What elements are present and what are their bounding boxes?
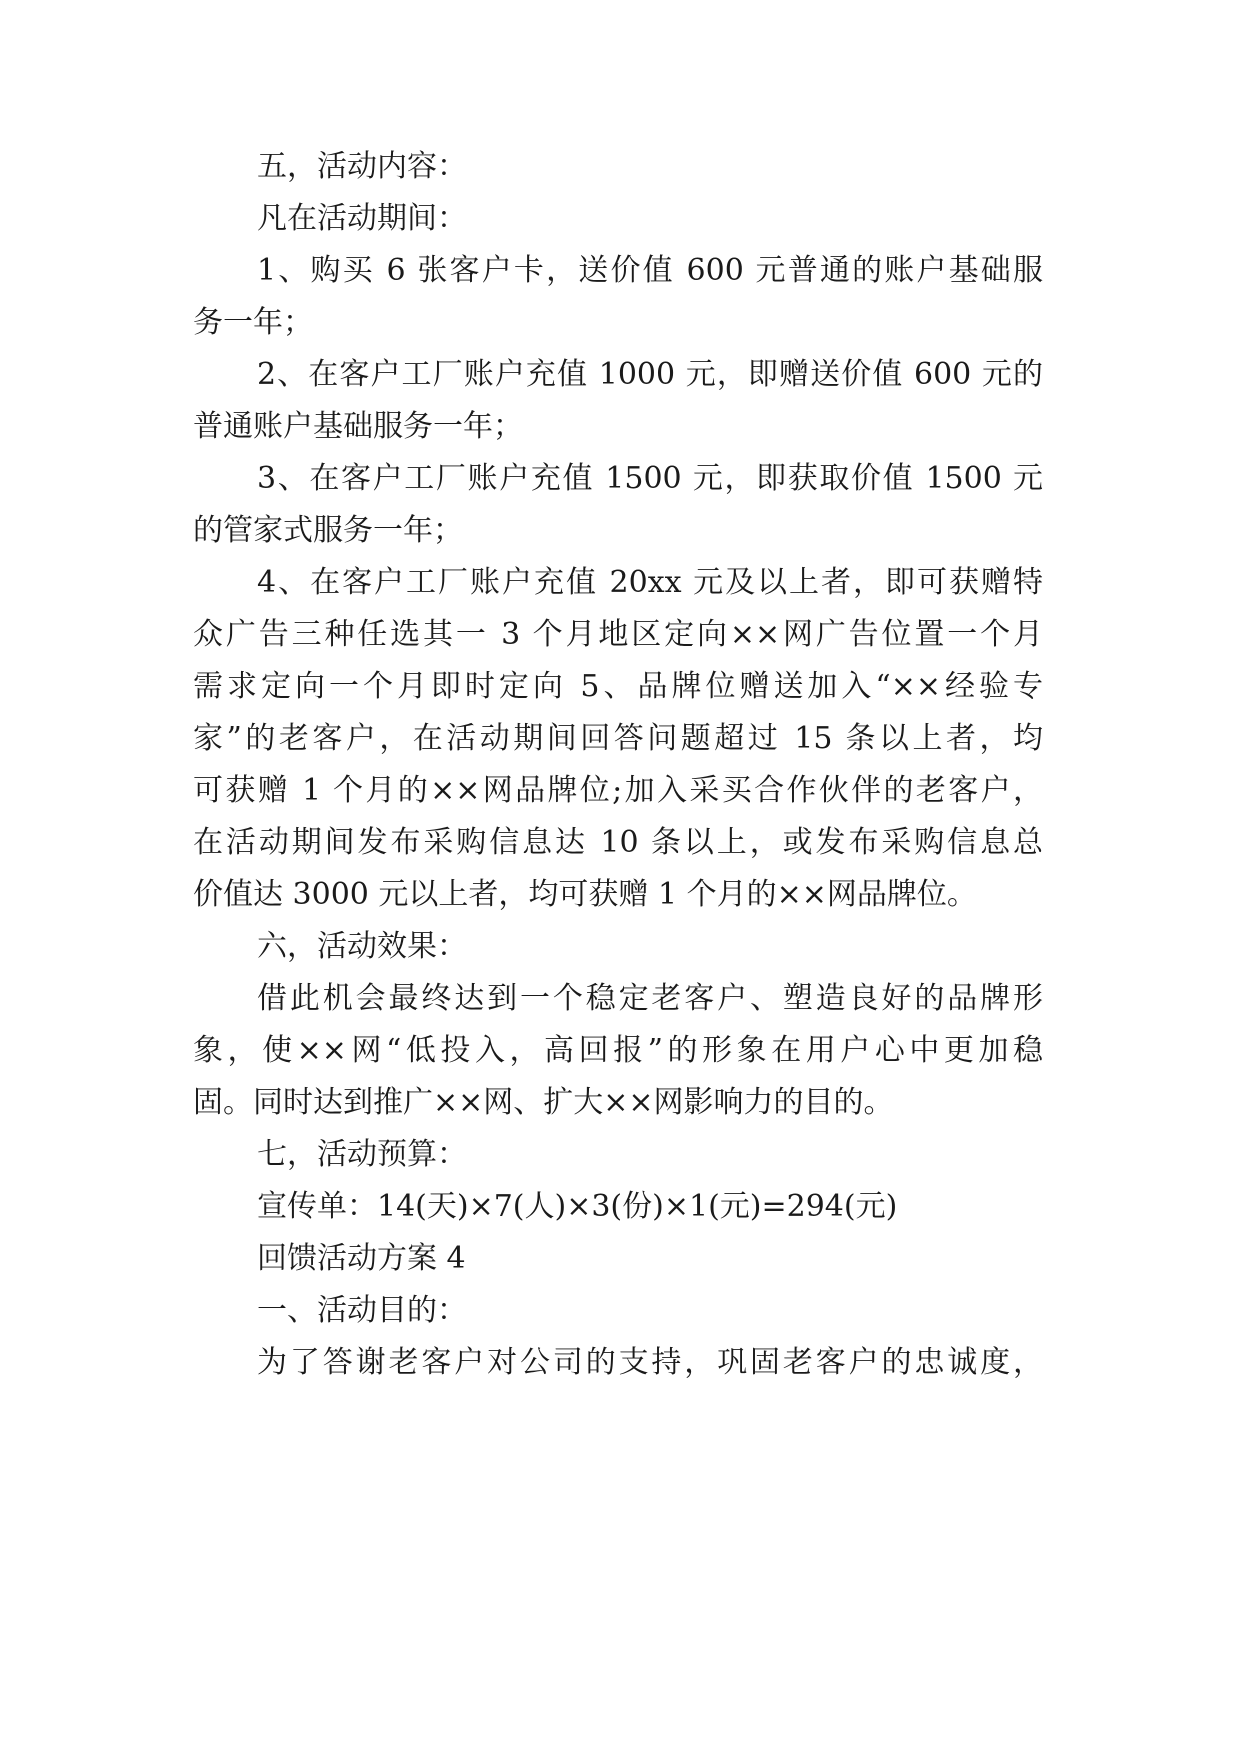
section-heading-activity-content: 五，活动内容： [257, 149, 467, 184]
paragraph-line: 固。同时达到推广××网、扩大××网影响力的目的。 [193, 1085, 894, 1120]
paragraph-line: 4、在客户工厂账户充值 20xx 元及以上者，即可获赠特 [257, 565, 1043, 600]
paragraph-line: 1、购买 6 张客户卡，送价值 600 元普通的账户基础服 [257, 253, 1043, 288]
paragraph-line: 凡在活动期间： [257, 201, 467, 236]
section-heading-activity-purpose: 一、活动目的： [257, 1293, 467, 1328]
paragraph-line: 2、在客户工厂账户充值 1000 元，即赠送价值 600 元的 [257, 357, 1043, 392]
paragraph-line: 务一年； [193, 305, 313, 340]
paragraph-line: 众广告三种任选其一 3 个月地区定向××网广告位置一个月 [193, 617, 1043, 652]
paragraph-line: 象，使××网“低投入，高回报”的形象在用户心中更加稳 [193, 1033, 1043, 1068]
paragraph-line: 为了答谢老客户对公司的支持，巩固老客户的忠诚度， [257, 1345, 1043, 1380]
budget-line: 宣传单：14(天)×7(人)×3(份)×1(元)=294(元) [257, 1189, 898, 1224]
paragraph-line: 普通账户基础服务一年； [193, 409, 523, 444]
plan-title: 回馈活动方案 4 [257, 1241, 466, 1276]
section-heading-activity-budget: 七，活动预算： [257, 1137, 467, 1172]
paragraph-line: 的管家式服务一年； [193, 513, 463, 548]
paragraph-line: 在活动期间发布采购信息达 10 条以上，或发布采购信息总 [193, 825, 1043, 860]
paragraph-line: 价值达 3000 元以上者，均可获赠 1 个月的××网品牌位。 [193, 877, 977, 912]
paragraph-line: 借此机会最终达到一个稳定老客户、塑造良好的品牌形 [257, 981, 1043, 1016]
section-heading-activity-effect: 六，活动效果： [257, 929, 467, 964]
paragraph-line: 可获赠 1 个月的××网品牌位;加入采买合作伙伴的老客户， [193, 773, 1043, 808]
paragraph-line: 3、在客户工厂账户充值 1500 元，即获取价值 1500 元 [257, 461, 1043, 496]
paragraph-line: 家”的老客户，在活动期间回答问题超过 15 条以上者，均 [193, 721, 1043, 756]
paragraph-line: 需求定向一个月即时定向 5、品牌位赠送加入“××经验专 [193, 669, 1043, 704]
